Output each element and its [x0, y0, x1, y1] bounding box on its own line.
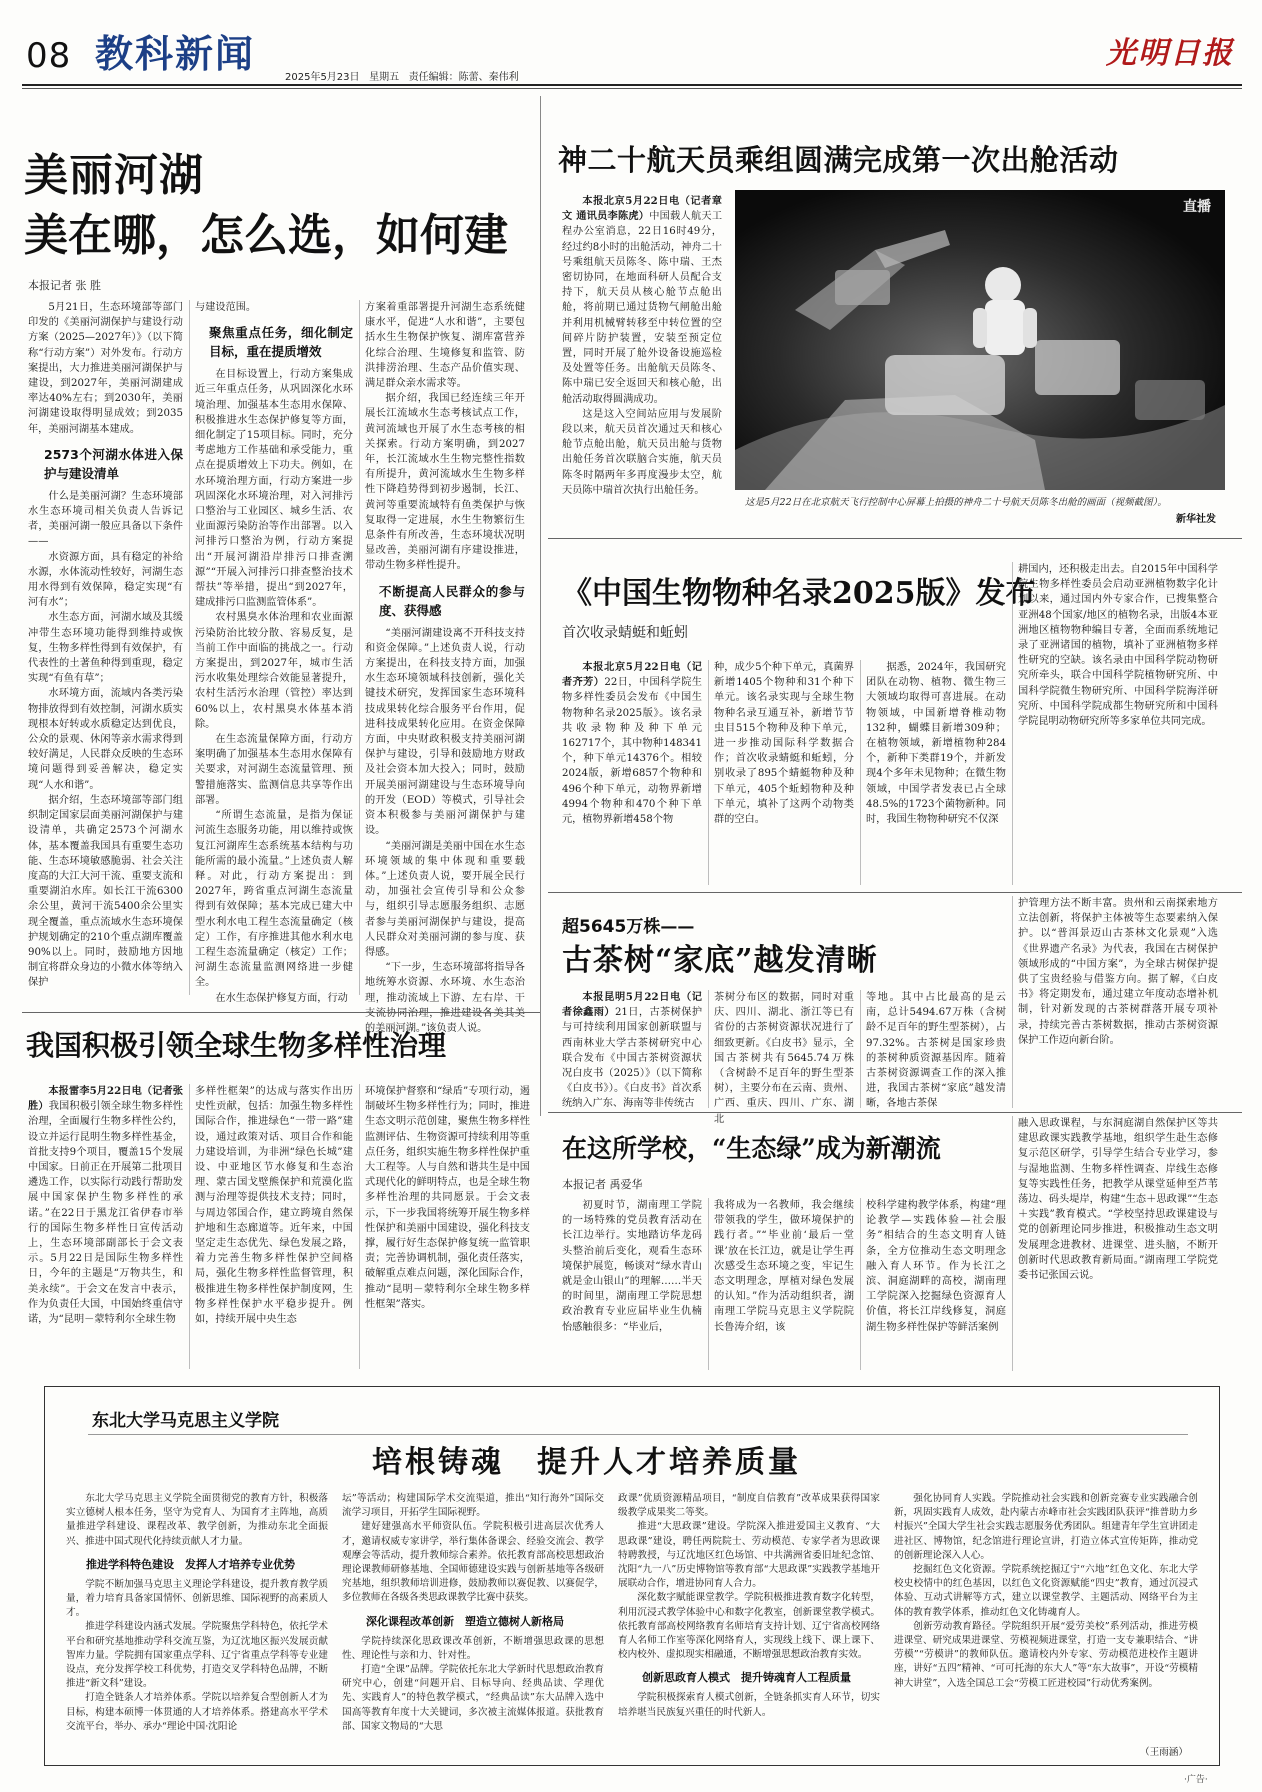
rivers-para: 在生态流量保障方面，行动方案明确了加强基本生态用水保障有关要求，对河湖生态流量管理、预警措施落实、监测信息共享等作出部署。: [195, 734, 353, 806]
school-col2: [714, 1198, 854, 1373]
biodiversity-col2: [195, 1084, 353, 1374]
species-dateline: 本报北京5月22日电（记者齐芳）: [562, 661, 702, 689]
ad-para: 东北大学马克思主义学院全面贯彻党的教育方针，积极落实立德树人根本任务，坚守为党育人、为国育才主阵地，高质量推进学科建设、课程改革、教学创新，为推动东北全面振兴、推进中国式现代化持续贡献人才力量。: [66, 1493, 328, 1547]
rivers-para: 在水生态保护修复方面，行动: [215, 992, 348, 1004]
ad-para: 学院不断加强马克思主义理论学科建设，提升教育教学质量，着力培育具备家国情怀、创新思维、国际视野的高素质人才。: [66, 1578, 328, 1619]
shenzhou-text: [562, 194, 722, 539]
school-para: 我将成为一名教师，我会继续带领我的学生，做环境保护的践行者。”“毕业前‘最后一堂课’放在长江边，就是让学生再次感受生态环境之变，牢记生态文明理念，厚植对绿色发展的认知。”作为活动组织者，湖南理工学院马克思主义学院院长鲁涛介绍，该: [714, 1200, 854, 1333]
page-number: 08: [26, 36, 72, 76]
ad-para: 挖掘红色文化资源。学院系统挖掘辽宁“六地”红色文化、东北大学校史校情中的红色基因，以红色文化资源赋能“四史”教育，通过沉浸式体验、互动式讲解等方式，建立以课堂教学、主题活动、网络平台为主体的教育教学体系，推动红色文化铸魂育人。: [894, 1564, 1198, 1618]
ad-para: 学院持续深化思政课改革创新，不断增强思政课的思想性、理论性与亲和力、针对性。: [342, 1635, 604, 1661]
tea-para: [562, 990, 702, 1112]
masthead-rule-thin: [22, 88, 1242, 89]
biodiversity-col1: [28, 1084, 183, 1374]
species-col1-text: 22日，中国科学院生物多样性委员会发布《中国生物物种名录2025版》。该名录共收录物种及种下单元162717个，其中物种148341个，种下单元14376个。相较2024版，新增6857个物种和496个种下单元，动物界新增4994个物种和470个种下单元，植物界新增458个物: [562, 677, 702, 826]
tea-col3: [866, 990, 1006, 1110]
rivers-para: 水生态方面，河湖水域及其缓冲带生态环境功能得到维持或恢复，生物多样性得到有效保护，有代表性的土著鱼种得到重现，稳定实现“有鱼有草”；: [28, 612, 183, 685]
species-col3: [866, 660, 1006, 888]
rivers-para: 什么是美丽河湖？生态环境部水生态环境司相关负责人告诉记者，美丽河湖一般应具备以下条件——: [28, 490, 183, 548]
biodiversity-col3: [365, 1084, 530, 1374]
issue-editor: 责任编辑：陈蕾、秦伟利: [408, 72, 519, 83]
column-rule: [1012, 1116, 1013, 1371]
column-rule: [708, 660, 709, 885]
school-para: 初夏时节，湖南理工学院的一场特殊的党员教育活动在长江边举行。实地踏访华龙码头整治前后变化，观看生态环境保护展览，畅谈对“绿水青山就是金山银山”的理解……半天的时间里，湖南理工学院思想政治教育专业应届毕业生仇楠怡感触很多：“毕业后，: [562, 1200, 702, 1333]
species-para: 据悉，2024年，我国研究团队在动物、植物、微生物三大领域均取得可喜进展。在动物领域，中国新增脊椎动物132种，蝴蝶目新增309种；在植物领域，新增植物种284个，新种下类群19个，并新发现4个多年未见物种；在微生物领域，中国学者发表已占全球48.5%的1723个菌物新种。同时，我国生物物种研究不仅深: [866, 662, 1006, 826]
section-rule: [548, 1112, 1242, 1113]
column-rule: [860, 660, 861, 885]
column-rule: [860, 990, 861, 1108]
biodiversity-para: [28, 1084, 183, 1327]
rivers-byline: 本报记者 张 胜: [28, 279, 101, 292]
rivers-para: 5月21日，生态环境部等部门印发的《美丽河湖保护与建设行动方案（2025—2027年）》（以下简称“行动方案”）对外发布。行动方案提出，大力推进美丽河湖保护与建设，到2027年，美丽河湖建成率达40%左右；到2030年，美丽河湖建设取得明显成效；到2035年，美丽河湖基本建成。: [28, 302, 183, 435]
ad-col2: [342, 1492, 604, 1754]
section-title: 教科新闻: [95, 31, 256, 76]
school-para: 校科学建构教学体系，构建“理论教学—实践体验—社会服务”相结合的生态文明育人链条，全方位推动生态文明理念融入育人环节。作为长江之滨、洞庭湖畔的高校，湖南理工学院深入挖掘绿色资源育人价值，将长江岸线修复，洞庭湖生物多样性保护等鲜活案例: [866, 1200, 1006, 1333]
ad-para: 打造“全课”品牌。学院依托东北大学新时代思想政治教育研究中心，创建“问题开启、目标导向、经典品读、学理优先、实践育人”的特色教学模式，“经典品读”东大品牌入选中国高等教育年度十大关键词，多次被主流媒体报道。获批教育部、国家文物局的“大思: [342, 1664, 604, 1732]
ad-para: 推进学科建设内涵式发展。学院聚焦学科特色，依托学术平台和研究基地推动学科交流互鉴，为辽沈地区振兴发展贡献智库力量。学院拥有国家重点学科、辽宁省重点学科等专业建设点，充分发挥学校工科优势，打造交叉学科特色品牌，不断推进“新文科”建设。: [66, 1621, 328, 1690]
school-headline: 在这所学校，“生态绿”成为新潮流: [562, 1134, 941, 1163]
rivers-para: 农村黑臭水体治理和农业面源污染防治比较分散、容易反复，是当前工作中面临的挑战之一。行动方案提出，到2027年，城市生活污水收集处理综合效能显著提升，农村生活污水治理（管控）率达到60%以上，农村黑臭水体基本消除。: [195, 612, 353, 730]
column-rule: [860, 1198, 861, 1370]
rivers-headline-2: 美在哪，怎么选，如何建: [24, 210, 508, 261]
column-rule: [708, 990, 709, 1108]
astronaut-spacewalk-image: [735, 190, 1225, 490]
rivers-para: “所谓生态流量，是指为保证河流生态服务功能，用以维持或恢复江河湖库生态系统基本结构与功能所需的最小流量。”上述负责人解释。对此，行动方案提出：到2027年，跨省重点河湖生态流量得到有效保障；基本完成已建大中型水利水电工程生态流量确定（核定）工作，有序推进其他水利水电工程生态流量确定（核定）工作；河湖生态流量监测网络进一步健全。: [195, 810, 353, 989]
issue-date: 2025年5月23日: [285, 72, 360, 83]
column-rule: [1012, 562, 1013, 885]
ad-title-rule: [88, 1434, 1188, 1435]
column-rule: [189, 300, 190, 995]
ad-tag: ·广告·: [1184, 1775, 1208, 1785]
shenzhou-headline: 神二十航天员乘组圆满完成第一次出舱活动: [558, 143, 1119, 177]
shenzhou-caption: 这是5月22日在北京航天飞行控制中心屏幕上拍摄的神舟二十号航天员陈冬出舱的画面（视频截图）。: [745, 497, 1167, 508]
rivers-para: 据介绍，我国已经连续三年开展长江流域水生态考核试点工作，黄河流域也开展了水生态考核的相关探索。行动方案明确，到2027年，长江流域水生生物完整性指数有所提升，黄河流域水生生物多样性下降趋势得到初步遏制，长江、黄河等重要流域特有鱼类保护与恢复取得一定进展，水生生物繁衍生息条件有所改善，生态环境状况明显改善，美丽河湖有序建设推进，带动生物多样性提升。: [365, 393, 525, 572]
section-rule: [548, 538, 1242, 539]
tea-para: 等地。其中占比最高的是云南，总计5494.67万株（含树龄不足百年的野生型茶树），占97.32%。古茶树是国家珍贵的茶树种质资源基因库。随着古茶树资源调查工作的深入推进，我国古茶树“家底”越发清晰，各地古茶保: [866, 992, 1006, 1110]
rivers-subhead-1: 2573个河湖水体进入保护与建设清单: [44, 446, 183, 481]
rivers-para: 水环境方面，流域内各类污染物排放得到有效控制，河湖水质实现根本好转或水质稳定达到优良，公众的景观、休闲等亲水需求得到较好满足，人民群众反映的生态环境问题得到妥善解决，稳定实现“人水和谐”。: [28, 688, 183, 791]
rivers-subhead-2: 聚焦重点任务，细化制定目标，重在提质增效: [209, 325, 353, 360]
tea-para: 茶树分布区的数据，同时对重庆、四川、湖北、浙江等已有省份的古茶树资源状况进行了细致更新。《白皮书》显示，全国古茶树共有5645.74万株（含树龄不足百年的野生型茶树），主要分布在云南、贵州、广西、重庆、四川、广东、湖北: [714, 992, 854, 1125]
biodiversity-dateline: 本报雷李5月22日电（记者张胜）: [28, 1085, 183, 1113]
ad-para: 政课”优质资源精品项目，“制度自信教育”改革成果获得国家级教学成果奖二等奖。: [618, 1493, 880, 1519]
rivers-para: 方案着重部署提升河湖生态系统健康水平，促进“人水和谐”，主要包括水生生物保护恢复、湖库富营养化综合治理、生境修复和监管、防洪排涝治理、生态产品价值实现、满足群众亲水需求等。: [365, 302, 525, 390]
tea-col4: [1018, 896, 1218, 1110]
tea-col2: [714, 990, 854, 1125]
column-rule: [189, 1084, 190, 1369]
ad-para: 深化数字赋能课堂教学。学院积极推进教育数字化转型，利用沉浸式教学体验中心和数字化教室，创新课堂教学模式。依托教育部高校网络教育名师培育支持计划、辽宁省高校网络育人名师工作室等深化网络育人，实现线上线下、课上课下、校内校外、虚拟现实相融通，不断增强思想政治教育实效。: [618, 1592, 880, 1661]
tea-para: 护管理方法不断丰富。贵州和云南探索地方立法创新，将保护主体被等生态要素纳入保护。以“普洱景迈山古茶林文化景观”入选《世界遗产名录》为代表，我国在古树保护领域形成的“中国方案”，为全球古树保护提供了宝贵经验与借鉴方向。据了解，《白皮书》将定期发布，通过建立年度动态增补机制，针对新发现的古茶树群落开展专项补录，持续完善古茶树数据，推动古茶树资源保护工作迈向新台阶。: [1018, 898, 1218, 1046]
ad-col2-title: 深化课程改革创新 塑造立德树人新格局: [366, 1614, 564, 1628]
school-byline: 本报记者 禹爱华: [562, 1178, 643, 1191]
species-col4: [1018, 562, 1218, 888]
ad-para: 坛”等活动；构建国际学术交流渠道，推出“知行海外”国际交流学习项目，开拓学生国际视野。: [342, 1493, 604, 1519]
species-para: 耕国内，还积极走出去。自2015年中国科学院生物多样性委员会启动亚洲植物数字化计划以来，通过国内外专家合作，已搜集整合亚洲48个国家/地区的植物名录，出版4本亚洲地区植物物种编目专著，全面而系统地记录了亚洲诸国的植物，填补了亚洲植物多样性研究的空缺。该名录由中国科学院动物研究所牵头，联合中国科学院植物研究所、中国科学院微生物研究所、中国科学院海洋研究所、中国科学院成都生物研究所和中国科学院昆明动物研究所等多家单位共同完成。: [1018, 564, 1218, 728]
ad-para: 创新劳动教育路径。学院组织开展“爱劳美校”系列活动，推进劳模进课堂、研究成果进课堂、劳模视频进课堂，打造一支专兼职结合、“讲劳模”“劳模讲”的教师队伍。邀请校内外专家、劳动模范进校作主题讲座，讲好“五四”精神、“可可托海的东大人”等“东大故事”，开设“劳模精神大讲堂”，入选全国总工会“劳模工匠进校园”行动优秀案例。: [894, 1620, 1198, 1689]
tea-headline: 古茶树“家底”越发清晰: [562, 943, 878, 978]
column-rule: [359, 300, 360, 995]
ad-para: 学院积极探索育人模式创新，全链条抓实育人环节，切实培养堪当民族复兴重任的时代新人。: [618, 1692, 880, 1718]
rivers-subhead-3: 不断提高人民群众的参与度、获得感: [379, 583, 525, 618]
tea-col1: [562, 990, 702, 1110]
ad-col3-title: 创新思政育人模式 提升铸魂育人工程质量: [642, 1671, 851, 1685]
shenzhou-photo: [735, 190, 1225, 490]
rivers-col2: [195, 300, 353, 1004]
ad-para: 强化协同育人实践。学院推动社会实践和创新竞赛专业实践融合创新，巩固实践育人成效，赴内蒙古赤峰市社会实践团队获评“推普助力乡村振兴”全国大学生社会实践志愿服务优秀团队。组建青年学生宣讲团走进社区、博物馆，纪念馆进行理论宣讲，打造立体式宣传矩阵，推动党的创新理论深入人心。: [894, 1493, 1198, 1561]
biodiversity-headline: 我国积极引领全球生物多样性治理: [26, 1029, 447, 1062]
section-divider: [540, 96, 541, 1116]
ad-col3: [618, 1492, 880, 1754]
rivers-para: “美丽河湖是美丽中国在水生态环境领域的集中体现和重要载体。”上述负责人说，要开展全民行动，加强社会宣传引导和公众参与，组织引导志愿服务组织、志愿者参与美丽河湖保护与建设，提高人民群众对美丽河湖的参与度、获得感。: [365, 840, 525, 958]
school-col1: [562, 1198, 702, 1373]
species-para: [562, 660, 702, 827]
shenzhou-dateline: 本报北京5月22日电（记者章文 通讯员李陈虎）: [562, 195, 722, 223]
rivers-col3: [365, 300, 525, 1034]
rivers-para: 与建设范围。: [195, 302, 257, 313]
shenzhou-para: [562, 194, 722, 407]
rivers-headline-1: 美丽河湖: [24, 150, 204, 201]
school-para: 融入思政课程，与东洞庭湖自然保护区等共建思政课实践教学基地，组织学生赴生态修复示范区研学，引导学生结合专业学习，参与湿地监测、生物多样性调查、岸线生态修复等实践性任务，把教学从课堂延伸至芦苇荡边、码头堤岸，构建“生态＋思政课”“生态＋实践”教育模式。“学校坚持思政课建设与党的创新理论同步推进，积极推动生态文明发展理念进教材、进课堂、进头脑，不断开创新时代思政教育新局面。”湖南理工学院党委书记张国云说。: [1018, 1118, 1218, 1282]
rivers-para: 水资源方面，具有稳定的补给水源，水体流动性较好，河湖生态用水得到有效保障，稳定实现“有河有水”；: [28, 551, 183, 609]
ad-col4: [894, 1492, 1198, 1742]
rivers-para: 据介绍，生态环境部等部门组织制定国家层面美丽河湖保护与建设清单，共确定2573个河湖水体，基本覆盖我国具有重要生态功能、生态环境敏感脆弱、社会关注度高的大江大河干流、重要支流和重要湖泊水库。如长江干流6300余公里，黄河干流5400余公里实现全覆盖，重点流域水生态环境保护规划确定的210个重点湖库覆盖90%以上。同时，鼓励地方因地制宜将群众身边的小微水体等纳入保护: [28, 794, 183, 989]
tea-dateline: 本报昆明5月22日电（记者徐鑫雨）: [562, 991, 702, 1019]
tea-kicker: 超5645万株——: [562, 917, 695, 937]
shenzhou-para2: 这是这入空间站应用与发展阶段以来，航天员首次通过天和核心舱节点舱出舱，航天员出舱与货物出舱任务首次联脑合实施，航天员陈冬时隔两年多再度漫步太空，航天员陈中瑞首次执行出舱任务。: [562, 408, 722, 496]
photo-live-label: 直播: [1183, 199, 1211, 215]
ad-para: 推进“大思政课”建设。学院深入推进爱国主义教育、“大思政课”建设，聘任两院院士、劳动模范、专家学者为思政课特聘教授，与辽沈地区红色场馆、中共满洲省委旧址纪念馆、沈阳“九一八”历史博物馆等教育部“大思政课”实践教学基地开展联动合作，增进协同育人合力。: [618, 1521, 880, 1590]
masthead-rule: [22, 84, 1242, 86]
school-col3: [866, 1198, 1006, 1373]
tea-col1-text: 21日，古茶树保护与可持续利用国家创新联盟与西南林业大学古茶树研究中心联合发布《中国古茶树资源状况白皮书（2025）》（以下简称《白皮书》）。《白皮书》首次系统纳入广东、海南等非传统古: [562, 1007, 703, 1110]
ad-para: 建好建强高水平师资队伍。学院积极引进高层次优秀人才，邀请权威专家讲学，举行集体备课会、经验交流会、教学观摩会等活动，提升教师综合素养。依托教育部高校思想政治理论课教师研修基地、全国师德建设实践与创新基地等各级研究基地，组织教师培训进修，鼓励教师以赛促教、以赛促学，多位教师在各级各类思政课教学比赛中获奖。: [342, 1521, 604, 1604]
biodiversity-col1-text: 我国积极引领全球生物多样性治理，全面履行生物多样性公约，设立并运行昆明生物多样性基金，首批支持9个项目，覆盖15个发展中国家。日前正在开展第二批项目遴选工作，以实际行动践行帮助发展中国家保护生物多样性的承诺。”在22日于黑龙江省伊春市举行的国际生物多样性日宣传活动上，生态环境部副部长于会文表示。5月22日是国际生物多样性日，今年的主题是“万物共生，和美永续”。于会文在发言中表示，作为负责任大国，中国始终重信守诺，为“昆明－蒙特利尔全球生物: [28, 1101, 183, 1326]
species-subtitle: 首次收录蜻蜓和蚯蚓: [562, 625, 688, 641]
biodiversity-para: 环境保护督察和“绿盾”专项行动，遏制破坏生物多样性行为；同时，推进生态文明示范创建，聚焦生物多样性监测评估、生物资源可持续利用等重点任务，组织实施生物多样性保护重大工程等。人与自然和谐共生是中国式现代化的鲜明特点，也是全球生物多样性治理的共同愿景。于会文表示，下一步我国将统筹开展生物多样性保护和美丽中国建设，强化科技支撑，履行好生态保护修复统一监管职责；完善协调机制，强化责任落实，破解重点难点问题，深化国际合作，推动“昆明－蒙特利尔全球生物多样性框架”落实。: [365, 1086, 530, 1310]
ad-signature: （王雨涵）: [1140, 1747, 1188, 1758]
species-headline: 《中国生物物种名录2025版》发布: [562, 576, 1036, 611]
species-col1: [562, 660, 702, 888]
species-col2: [714, 660, 854, 888]
ad-sec1-title: 推进学科特色建设 发挥人才培养专业优势: [86, 1557, 295, 1571]
newspaper-logo: 光明日报: [1106, 36, 1234, 71]
rivers-para: 在目标设置上，行动方案集成近三年重点任务，从巩固深化水环境治理、加强基本生态用水保障、积极推进水生态保护修复等方面，细化制定了15项目标。同时，充分考虑地方工作基础和承受能力，重点在提质增效上下功夫。例如，在水环境治理方面，行动方案进一步巩固深化水环境治理，对入河排污口整治与工业园区、城乡生活、农业面源污染防治等作出部署。以入河排污口整治为例，行动方案提出“开展河湖沿岸排污口排查溯源”“开展入河排污口排查整治技术帮扶”等举措，提出“到2027年，建成排污口监测监管体系”。: [195, 369, 353, 609]
rivers-para: “美丽河湖建设离不开科技支持和资金保障。”上述负责人说，行动方案提出，在科技支持方面，加强水生态环境领域科技创新，强化关键技术研究，发挥国家生态环境科技成果转化综合服务平台作用，促进科技成果转化应用。在资金保障方面，中央财政积极支持美丽河湖保护与建设，引导和鼓励地方财政及社会资本加大投入；同时，鼓励开展美丽河湖建设与生态环境导向的开发（EOD）等模式，引导社会资本积极参与美丽河湖保护与建设。: [365, 627, 525, 837]
ad-para: 打造全链条人才培养体系。学院以培养复合型创新人才为目标，构建本硕博一体贯通的人才培养体系。搭建高水平学术交流平台，举办、承办“理论中国·沈阳论: [66, 1692, 328, 1732]
biodiversity-para: 多样性框架”的达成与落实作出历史性贡献，包括：加强生物多样性国际合作，推进绿色“一带一路”建设，通过政策对话、项目合作和能力建设培训，为非洲“绿色长城”建设、中亚地区节水修复和生态治理、蒙古国戈壁熊保护和荒漠化监测与治理等提供技术支持；同时，与周边邻国合作，建立跨境自然保护地和生态廊道等。近年来，中国坚定走生态优先、绿色发展之路，着力完善生物多样性保护空间格局，强化生物多样性监督管理，积极推进生物多样性保护制度网，生物多样性保护水平稳步提升。例如，持续开展中央生态: [195, 1086, 353, 1326]
ad-col1: [66, 1492, 328, 1754]
species-para: 种，成少5个种下单元，真菌界新增1405个物种和31个种下单元。该名录实现与全球生物物种名录互通互补，新增节节虫目515个物种及种下单元，进一步推动国际科学数据合作；首次收录蜻蜓和蚯蚓，分别收录了895个蜻蜓物种及种下单元，405个蚯蚓物种及种下单元，填补了这两个动物类群的空白。: [714, 662, 854, 826]
issue-weekday: 星期五: [369, 72, 400, 83]
column-rule: [359, 1084, 360, 1369]
section-rule: [22, 1012, 540, 1013]
shenzhou-para1: 中国载人航天工程办公室消息，22日16时49分，经过约8小时的出舱活动，神舟二十号乘组航天员陈冬、陈中瑞、王杰密切协同，在地面科研人员配合支持下，航天员从核心舱节点舱出舱，将前期已通过货物气闸舱出舱并利用机械臂转移至中转位置的空间碎片防护装置，安装至预定位置，同时开展了舱外设备设施巡检及处置等任务。出舱航天员陈冬、陈中瑞已安全返回天和核心舱，出舱活动取得圆满成功。: [562, 211, 723, 405]
column-rule: [1012, 896, 1013, 1108]
rivers-col1: [28, 300, 183, 1000]
ad-institution: 东北大学马克思主义学院: [92, 1411, 279, 1431]
ad-headline: 培根铸魂 提升人才培养质量: [372, 1445, 801, 1480]
shenzhou-credit: 新华社发: [1176, 514, 1216, 525]
section-rule: [548, 892, 1242, 893]
school-col4: [1018, 1116, 1218, 1373]
column-rule: [708, 1198, 709, 1370]
rivers-para: “下一步，生态环境部将指导各地统筹水资源、水环境、水生态治理，推动流域上下游、左右岸、干支流协同治理，推进建设各美其美的美丽河湖。”该负责人说。: [365, 962, 525, 1034]
masthead-date: [285, 68, 519, 83]
